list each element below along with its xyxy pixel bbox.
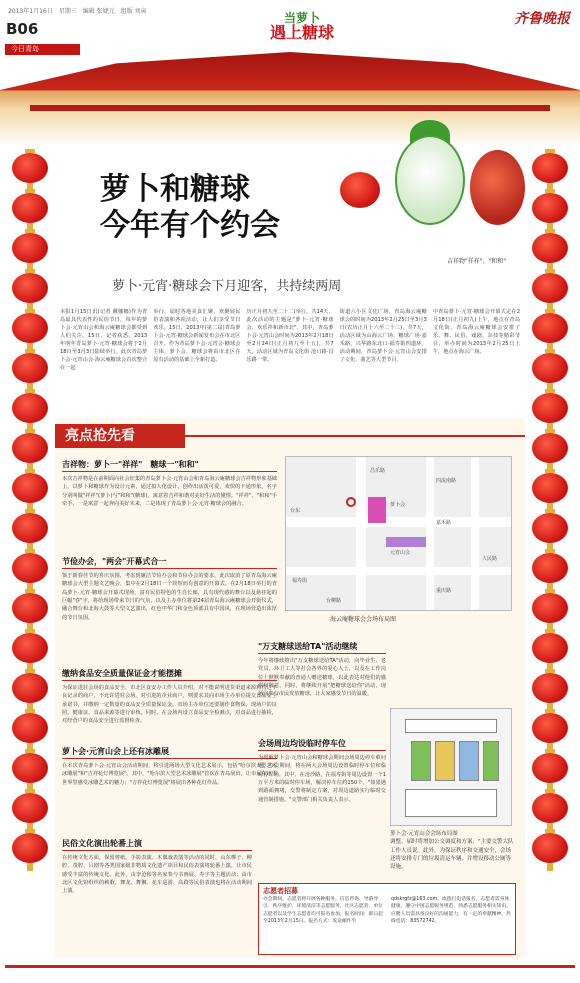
floor-plan: [390, 708, 512, 826]
map-road: [471, 457, 479, 611]
notice-body: 办会期间，志愿者将开展各种服务。信息咨询、导游导引、秩序维护、环境清洁等志愿服务，社区志愿者、单位志愿者以及学生志愿者均可报名参加。报名时间：即日起至2013年2月15日。报名方式：发送邮件至qdskrgfz@163.com，或拨打电话报名。志愿者需身体健康，遵守中国志愿服务规范，熟悉志愿服务相关知识。应聘人员需具备良好的沟通能力，有一定的奉献精神。热线电话：83572742。: [263, 897, 511, 925]
floor-plan-block: [405, 719, 497, 733]
lantern-icon: [12, 633, 48, 663]
lantern-icon: [12, 433, 48, 463]
page-number: B06: [6, 20, 39, 38]
map-label: 四流南路: [436, 478, 457, 484]
section-divider: [258, 653, 386, 654]
section-divider: [62, 850, 252, 851]
section-divider: [62, 758, 277, 759]
intro-column: 举行，届时各地美食汇聚，欢聚展民俗表演和各项活动，让人们享受节日欢乐。15日，2013年(第二届)青岛萝卜会·元宵·糖球会新闻发布会在市北区召开。作为青岛萝卜会·元宵会·糖球会主体，萝卜会、糖球会将由市北区在原有活动的基础上全新打造。: [153, 309, 241, 364]
lantern-icon: [12, 833, 48, 863]
lantern-icon: [532, 753, 568, 783]
headline-line-1: 萝卜和糖球: [100, 172, 250, 207]
lantern-icon: [12, 793, 48, 823]
section-divider: [62, 680, 277, 681]
volunteer-notice: [258, 883, 516, 955]
banner-title: [270, 12, 334, 41]
lantern-icon: [12, 553, 48, 583]
lantern-icon: [12, 273, 48, 303]
lantern-icon: [532, 793, 568, 823]
venue-map: [285, 456, 512, 611]
section-title-food-safety: 缴纳食品安全质量保证金才能摆摊: [62, 669, 182, 678]
map-label: 重庆路: [436, 588, 452, 594]
highlights-bar: 亮点抢先看: [55, 424, 185, 448]
intro-columns: [60, 308, 520, 402]
venue-marker: [386, 537, 426, 547]
newspaper-brand: 齐鲁晚报: [514, 11, 570, 27]
map-label: 元宵山会: [390, 550, 411, 556]
section-body-food-safety: 为保证进驻会场的食品安全，市北区食安办工作人员介绍，对不能说明进货渠道来源和有过不良记录的商户，不允许进驻会场。对引进的企业商户，则要求其向市场主办单位提交食品安全承诺书，并缴纳一定数量的食品安全质量保证金。市场主办单位还要制作食物保，现场户的证照、健康证、食品来源等进行审核。同时，在会场内设立食品安全检测点，对食品进行抽检，对经营户的食品安全进行监督检查。: [62, 685, 277, 725]
floor-plan-body: 调整。届时将增加公交调度和方案，"主要交警大队工作人员说。此外，为保证秩序和交通安全，会场还将安排专门的垃圾清运车辆，并增设移动公厕等设施。: [390, 839, 514, 870]
lantern-icon: [12, 753, 48, 783]
section-body-mascot: 本次吉祥物是在前期面向社会征集的青岛萝卜会·元宵山会和青岛海云庵糖球会吉祥物形象基础上，以萝卜和糖球作为设计元素，通过拟人化设计，创作出活泼可爱、欢快的卡通形象，名字分别叫做"祥祥"(萝卜)与"和和"(糖球)，寓意着吉祥和谐对美好生活的憧憬。"祥祥"、"和和"手牵手，一是寓意一起奔向美好未来，二是体现了青岛萝卜会·元宵·糖球会的融合。: [62, 476, 277, 507]
lantern-icon: [532, 553, 568, 583]
floor-plan-block: [459, 741, 479, 781]
map-road: [356, 457, 366, 611]
lantern-icon: [12, 353, 48, 383]
map-label: 人民路: [482, 556, 498, 562]
headline: [100, 172, 280, 244]
section-body-opening: 鉴于新春佳节的喜庆氛围，考虑到廉洁节俭办会和节俭办会的要求，此次取消了原青岛海云庵糖球会大型主题文艺晚会，集中在2月18日一个简短而有创意的开幕式。在2月18日举行的青岛萝卜·元宵·糖球会开幕式现场，富有民俗特色的生肖长廊，具有现代感的舞台以及悬挂起的巨幅"春"字，将给现场带来节日的气氛，以及主办单位将第24届青岛海云庵糖球会开街仪式，融合舞台和北海大鼓等大型文艺演出，红色中华门和金色顶部具有中国风，在现场营造出浓厚的节日氛围。: [62, 573, 277, 621]
venue-marker: [368, 497, 386, 523]
radish-mascot: [395, 135, 465, 225]
floor-plan-caption: [390, 830, 515, 871]
map-label: 昌乐路: [370, 468, 386, 474]
page-meta: 2013年1月16日 星期三 编辑 张婕元 组版 刘寅: [8, 8, 147, 15]
section-title-mascot: 吉祥物：萝卜一"祥祥" 糖球一"和和": [62, 460, 199, 469]
intro-column: 历正月初九至二十二)举行，共14天，此次活动的主题是"萝卜·元宵·糖球会，欢乐祥和新市北"。其中，青岛萝卜会·元宵山会时间为2013年2月18日至2月24日(正月初九至十五)，共7天，活动区域为青岛文化街·沧口路·昌乐路一带。: [246, 309, 334, 364]
lantern-icon: [532, 513, 568, 543]
lantern-icon: [532, 233, 568, 263]
left-lantern-column: [6, 150, 54, 953]
intro-column: 街道六小区文化广场，青岛海云庵糖球会的时间为2013年2月25日至3月3日(农历正月十六至二十二)，共7天，活动区域为山海云广场，糖球广场·嘉禾路，兴华路东北口·福寿街四道环。活动期间，青岛萝卜会·元宵山会安排了文化、曲艺等大型节目。: [339, 309, 427, 364]
lantern-icon: [532, 313, 568, 343]
lantern-icon: [532, 273, 568, 303]
highlights-divider: [185, 435, 525, 437]
intro-column: 本报1月15日讯(记者 戴娜娜)作为青岛最具代表性的民俗节日，每年的萝卜会·元宵山会和海云庵糖球会都受到人们关注。15日，记者获悉，2013年明年青岛萝卜·元宵·糖球会将于2月18日至3月3日陆续举行。此次青岛萝卜会·元宵山会·海云庵糖球会首次整合在一起: [60, 309, 148, 372]
lantern-icon: [12, 713, 48, 743]
section-divider: [62, 568, 277, 569]
roof-illustration: [0, 52, 580, 147]
roof-stripe: [30, 105, 550, 111]
map-caption: 海云庵糖球会会场布局图: [330, 616, 397, 623]
lantern-icon: [532, 433, 568, 463]
candy-mascot: [470, 150, 525, 225]
section-body-candy-gift: 今年将继续推出"万支糖球送给TA"活动，向毕业生、老党员、环卫工人等社会各界的爱心人士，以及在工作岗位上默默奉献的普通人赠送糖球，以此表达对他们的感谢和敬意。同时，将继续开展"把糖球送给你"活动，现场向参与市民发放糖球，让大家感受节日的温暖。: [258, 658, 386, 698]
lantern-icon: [532, 393, 568, 423]
headline-line-2: 今年有个约会: [100, 208, 280, 243]
section-body-parking: 为缓解萝卜会·元宵山会和糖球会期间会场周边停车难问题，办会期间，将在两大会场周边设置临时停车位和临时停车场。其中，在沧沙路，在福寿街等周边设置一个1万平方米的临时停车场，解决停车位约150个，"如果遇到路面拥堵，交警将制定方案，对周边道路实行临时交通管制措施。"交警部门相关负责人表示。: [258, 755, 386, 803]
lantern-icon: [532, 713, 568, 743]
section-tab: 今日青岛: [5, 44, 80, 55]
lantern-icon: [12, 313, 48, 343]
lantern-icon: [12, 673, 48, 703]
lantern-icon: [532, 673, 568, 703]
lantern-icon: [532, 473, 568, 503]
map-label: 嘉禾路: [436, 520, 452, 526]
map-label: 萝卜会: [390, 502, 406, 508]
section-title-folk-shows: 民俗文化演出轮番上演: [62, 839, 142, 848]
map-label: 福寿街: [292, 578, 308, 584]
mascot-caption: 吉祥物"祥祥"、"和和": [447, 258, 507, 265]
lantern-icon: [532, 353, 568, 383]
section-title-candy-gift: "万支糖球送给TA"活动继续: [258, 642, 358, 651]
section-divider: [62, 471, 277, 472]
banner-line-2: 遇上糖球: [270, 22, 335, 42]
section-body-ice-sculpture: 在本次青岛萝卜会·元宵山会活动期间，将引进两场大型文化艺术展示，包括"哈尔滨大型艺术冰雕展"和"吉祥花灯博览展"。其中，"哈尔滨大型艺术冰雕展"首次在青岛展出，让市民在冰雪世界里感受冰雕艺术的魅力；"吉祥花灯博览展"将展出各种花灯作品。: [62, 763, 277, 786]
lantern-icon: [12, 593, 48, 623]
bottom-rule: [5, 965, 575, 968]
lantern-icon: [532, 833, 568, 863]
subheadline: 萝卜·元宵·糖球会下月迎客，共持续两周: [112, 279, 342, 294]
headline-lantern-icon: [340, 172, 380, 208]
notice-title: 志愿者招募: [263, 887, 298, 895]
section-title-ice-sculpture: 萝卜会·元宵山会上还有冰雕展: [62, 747, 170, 756]
lantern-icon: [12, 473, 48, 503]
lantern-icon: [12, 513, 48, 543]
lantern-icon: [12, 193, 48, 223]
lantern-icon: [12, 393, 48, 423]
floor-plan-title: 萝卜会·元宵山会会场布局图: [390, 831, 458, 837]
map-road: [426, 457, 434, 611]
section-title-opening: 节俭办会，"两会"开幕式合一: [62, 557, 167, 566]
lantern-icon: [532, 193, 568, 223]
banner-line-1: 当萝卜: [284, 11, 321, 25]
map-label: 台东: [290, 508, 301, 514]
lantern-icon: [532, 593, 568, 623]
lantern-icon: [12, 233, 48, 263]
right-lantern-column: [526, 150, 574, 953]
section-body-folk-shows: 在传统文化方面，保留剪纸、手影表演、木偶戏表演等活动的同时，山东梆子、柳腔、茂腔、吕剧等各类国家级非物质文化遗产项目和民俗表演将轮番上演，让市民感受丰富的传统文化。此外，由李沧和等名家参与书画展、寿字等主题活动；由市北区文化馆组织的秧歌、舞龙、舞狮、花车巡游、高跷等民俗表演也将在活动期间上演。: [62, 855, 252, 895]
lantern-icon: [532, 633, 568, 663]
floor-plan-block: [411, 741, 431, 781]
section-divider: [258, 750, 386, 751]
lantern-icon: [12, 153, 48, 183]
venue-pin-icon: [346, 497, 356, 507]
floor-plan-block: [405, 789, 497, 817]
intro-column: 中青岛萝卜·元宵·糖球会开幕式定在2月18日(正月初九)上午，地点在青岛文化街，青岛海云庵糖球会安排了乐、舞、民俗、戏剧、杂技等精彩节目，举办时间为2013年2月25日上午，地点在海云广场。: [432, 309, 521, 356]
section-title-parking: 会场周边均设临时停车位: [258, 739, 346, 748]
map-label: 台柳路: [326, 598, 342, 604]
lantern-icon: [532, 153, 568, 183]
floor-plan-block: [483, 741, 499, 781]
floor-plan-block: [435, 741, 455, 781]
